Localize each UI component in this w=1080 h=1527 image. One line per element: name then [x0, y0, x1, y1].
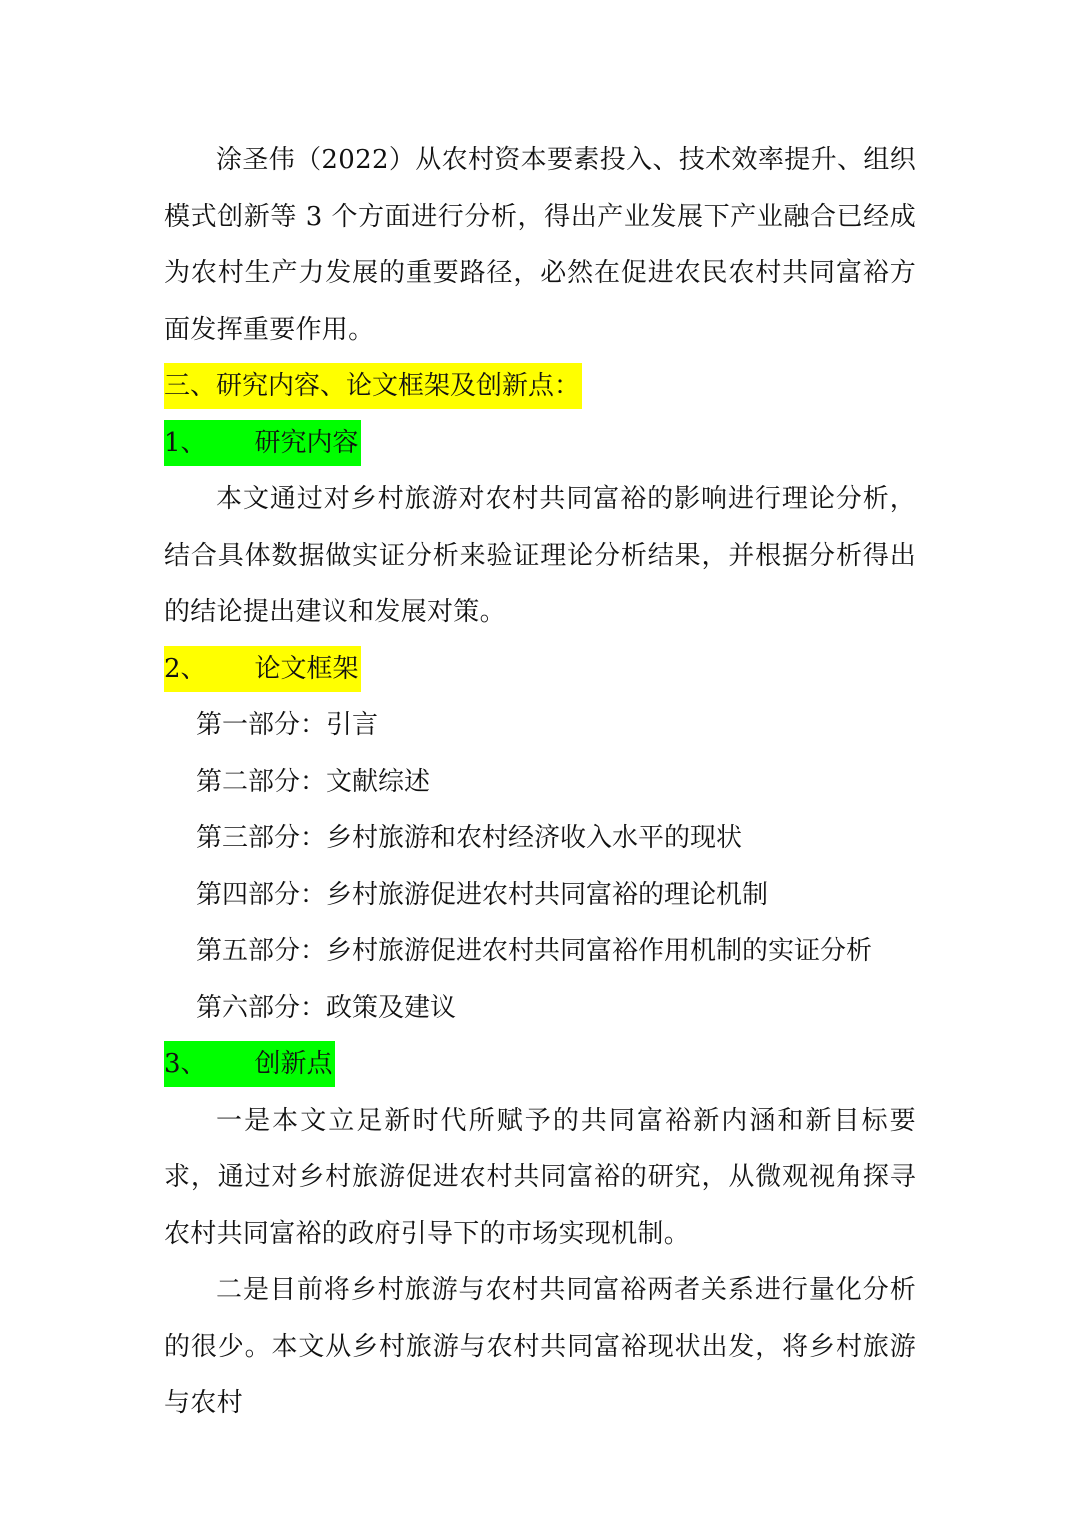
intro-paragraph: 涂圣伟（2022）从农村资本要素投入、技术效率提升、组织模式创新等 3 个方面进行分析，得出产业发展下产业融合已经成为农村生产力发展的重要路径，必然在促进农民农村共同富裕方面发挥重要作用。 — [164, 145, 916, 345]
outline-item: 第三部分：乡村旅游和农村经济收入水平的现状 — [196, 823, 743, 853]
innovation-paragraph-2: 二是目前将乡村旅游与农村共同富裕两者关系进行量化分析的很少。本文从乡村旅游与农村共同富裕现状出发，将乡村旅游与农村 — [164, 1275, 916, 1418]
subheading-number: 3、 — [164, 1049, 207, 1080]
section-three-heading-line — [164, 358, 916, 415]
subheading-number: 1、 — [164, 427, 207, 458]
subheading-title: 论文框架 — [254, 653, 359, 684]
subheading-innovation-line — [164, 1036, 916, 1093]
section-three-heading: 三、研究内容、论文框架及创新点： — [164, 363, 582, 409]
subheading-framework — [164, 646, 361, 692]
subheading-research-content — [164, 420, 361, 466]
subheading-framework-line — [164, 641, 916, 698]
outline-item: 第四部分：乡村旅游促进农村共同富裕的理论机制 — [196, 879, 769, 910]
document-body — [164, 132, 916, 1432]
outline-item: 第二部分：文献综述 — [196, 766, 431, 797]
innovation-paragraph-1: 一是本文立足新时代所赋予的共同富裕新内涵和新目标要求，通过对乡村旅游促进农村共同富裕的研究，从微观视角探寻农村共同富裕的政府引导下的市场实现机制。 — [164, 1105, 916, 1249]
subheading-title: 创新点 — [254, 1049, 333, 1080]
framework-outline — [164, 697, 916, 1036]
subheading-title: 研究内容 — [254, 427, 359, 458]
subheading-number: 2、 — [164, 653, 207, 684]
research-content-paragraph: 本文通过对乡村旅游对农村共同富裕的影响进行理论分析，结合具体数据做实证分析来验证理论分析结果，并根据分析得出的结论提出建议和发展对策。 — [164, 484, 916, 627]
subheading-research-content-line — [164, 415, 916, 472]
outline-item: 第五部分：乡村旅游促进农村共同富裕作用机制的实证分析 — [196, 936, 873, 966]
outline-item: 第六部分：政策及建议 — [196, 992, 457, 1023]
subheading-innovation — [164, 1041, 335, 1087]
outline-item: 第一部分：引言 — [196, 710, 379, 740]
